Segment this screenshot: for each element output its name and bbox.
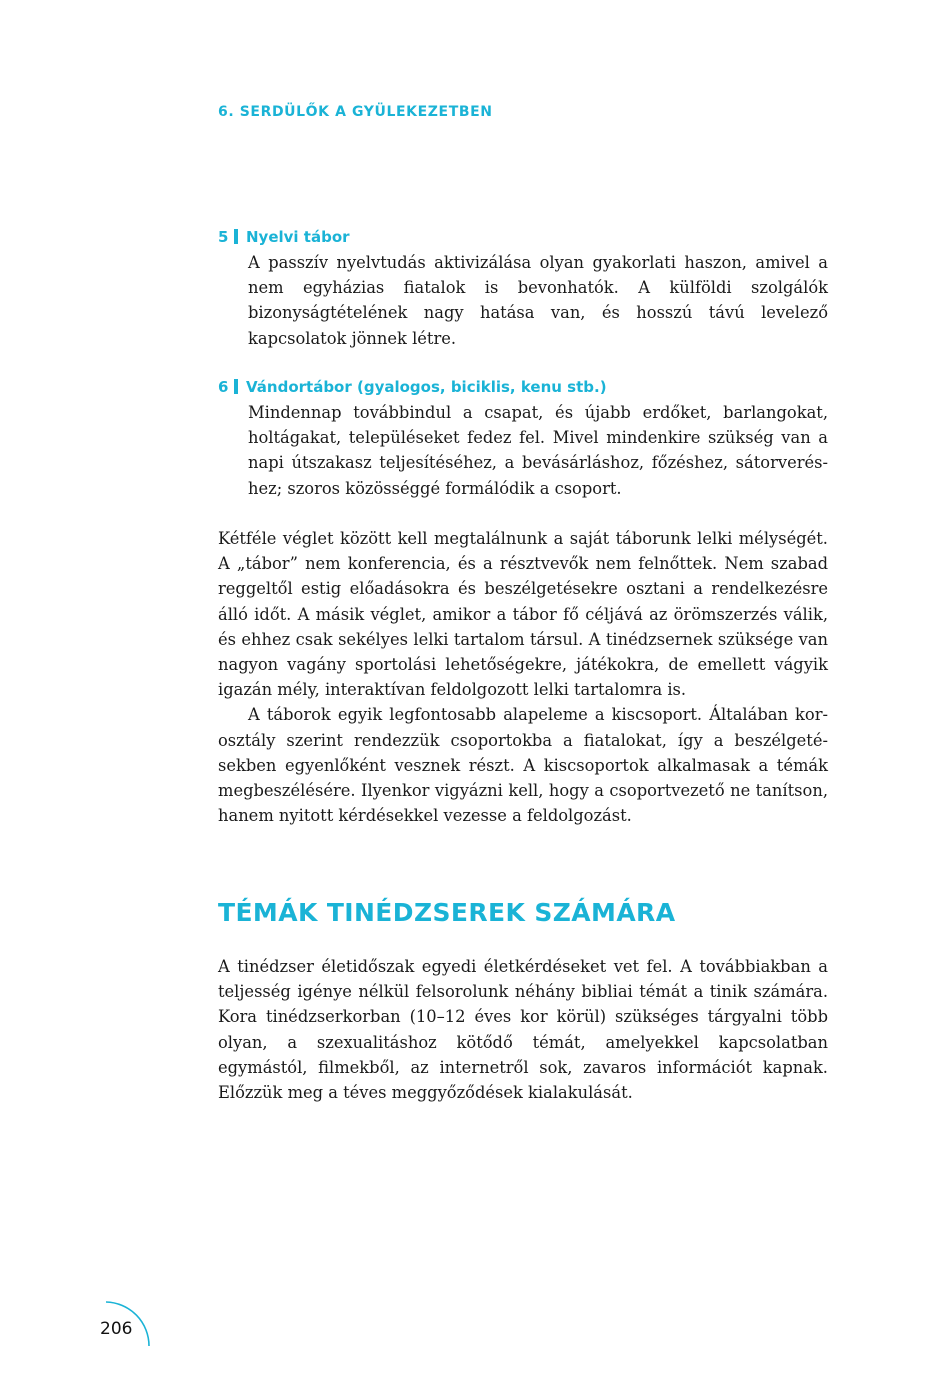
list-item-6 bbox=[218, 375, 828, 501]
paragraph: A táborok egyik legfontosabb alapeleme a kiscsoport. Általában korosztály szerint rendezzük csoportokba a fiatalokat, így a beszélgetésekben egyenlőként vesznek részt. A kiscsoportok alkalmasak a témák megbeszélésére. Ilyenkor vigyázni kell, hogy a csoportvezető ne tanítson, hanem nyitott kérdésekkel vezesse a feldolgozást. bbox=[218, 705, 828, 826]
list-item-heading bbox=[218, 375, 828, 400]
list-item-text: Mindennap továbbindul a csapat, és újabb erdőket, barlangokat, holtágakat, településeket fedez fel. Mivel mindenkire szükség van a napi útszakasz teljesítéséhez, a bevásárláshoz, főzéshez, sátorveréshez; szoros közösséggé formálódik a csoport. bbox=[248, 403, 828, 498]
page-number-block bbox=[100, 1300, 152, 1348]
paragraph: A tinédzser életidőszak egyedi életkérdéseket vet fel. A továbbiakban a teljesség igénye nélkül felsorolunk néhány bibliai témát a tinik számára. Kora tinédzserkorban (10–12 éves kor körül) szükséges tárgyalni több olyan, a szexualitáshoz kötődő témát, amelyekkel kapcsolatban egymástól, filmekből, az internetről sok, zavaros információt kapnak. Előzzük meg a téves meggyőződések kialakulását. bbox=[218, 957, 828, 1103]
list-item-heading bbox=[218, 225, 828, 250]
list-item-title: Vándortábor (gyalogos, biciklis, kenu stb.) bbox=[246, 378, 607, 396]
list-item-5 bbox=[218, 225, 828, 351]
section-body bbox=[218, 954, 828, 1105]
running-head: 6. SERDÜLŐK A GYÜLEKEZETBEN bbox=[218, 104, 493, 120]
body-paragraphs bbox=[218, 526, 828, 828]
list-item-text: A passzív nyelvtudás aktivizálása olyan gyakorlati haszon, amivel a nem egyházias fiatalok is bevonhatók. A külföldi szolgálók bizonyságtételének nagy hatása van, és hosszú távú levelező kapcsolatok jönnek létre. bbox=[248, 253, 828, 348]
section-heading: TÉMÁK TINÉDZSEREK SZÁMÁRA bbox=[218, 898, 676, 927]
bullet-bar-icon bbox=[234, 379, 238, 394]
list-item-number: 5 bbox=[218, 228, 229, 246]
page-number: 206 bbox=[100, 1319, 133, 1339]
bullet-bar-icon bbox=[234, 229, 238, 244]
list-item-title: Nyelvi tábor bbox=[246, 228, 350, 246]
paragraph: Kétféle véglet között kell megtalálnunk a saját táborunk lelki mélységét. A „tábor” nem konferencia, és a résztvevők nem felnőttek. Nem szabad reggeltől estig előadásokra és beszélgetésekre osztani a rendelkezésre álló időt. A másik véglet, amikor a tábor fő céljává az örömszerzés válik, és ehhez csak sekélyes lelki tartalom társul. A tinédzsernek szüksége van nagyon vagány sportolási lehetőségekre, játékokra, de emellett vágyik igazán mély, interaktívan feldolgozott lelki tartalomra is. bbox=[218, 529, 828, 700]
list-item-number: 6 bbox=[218, 378, 229, 396]
